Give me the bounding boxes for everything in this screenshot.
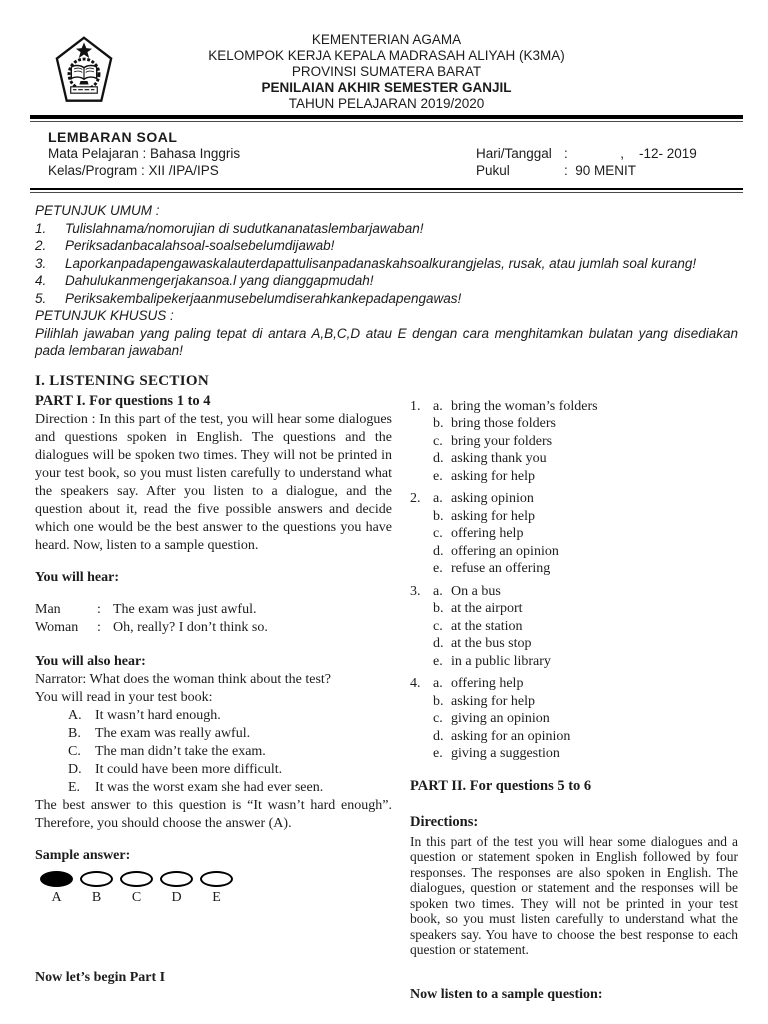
divider-header <box>30 115 743 122</box>
question-option: e. giving a suggestion <box>433 746 560 761</box>
instructions-block <box>35 193 738 360</box>
part2-directions-heading: Directions: <box>410 813 479 830</box>
bubble-icon <box>200 871 233 887</box>
sample-option: A. It wasn’t hard enough. <box>68 707 221 723</box>
question-4: 4. a. offering help b. asking for help c. giving an opinion d. asking for an opinion e. giving a suggestion <box>410 675 738 763</box>
read-line: You will read in your test book: <box>35 689 213 705</box>
question-option: c. at the station <box>433 618 523 634</box>
special-instructions-text: Pilihlah jawaban yang paling tepat di antara A,B,C,D atau E dengan cara menghitamkan bulatan yang disediakan pada lembaran jawaban! <box>35 325 738 358</box>
question-option: b. at the airport <box>433 601 523 616</box>
answer-bubble-c: C <box>120 871 153 907</box>
header-agency: KEMENTERIAN AGAMA <box>311 32 462 47</box>
day-date-value: : , -12- 2019 <box>564 146 697 161</box>
exam-info-left <box>48 129 240 179</box>
general-instruction-item: 3. Laporkanpadapengawaskalauterdapattulisanpadanaskahsoalkurangjelas, rusak, atau jumlah soal kurang! <box>35 255 697 271</box>
exam-info-right <box>476 129 738 179</box>
question-option: d. at the bus stop <box>433 636 532 651</box>
sample-answer-heading: Sample answer: <box>35 847 131 863</box>
narrator-line: Narrator: What does the woman think about the test? <box>35 671 331 687</box>
question-1: 1. a. bring the woman’s folders b. bring those folders c. bring your folders d. asking thank you e. asking for help <box>410 398 738 486</box>
question-option: d. offering an opinion <box>433 543 559 559</box>
exam-info <box>35 122 738 188</box>
listening-section <box>35 360 738 1004</box>
part2-directions-text: In this part of the test you will hear some dialogues and a question or statement spoken in English followed by four responses. The responses are also spoken in English. The dialogues, question or statement and the responses will be spoken two times. They will not be printed in your test book, so you must listen carefully to understand what the speakers say. You have to choose the best response to each question or statement. <box>410 833 738 957</box>
dialogue-line: Man : The exam was just awful. <box>35 601 257 617</box>
question-option: a. offering help <box>433 676 524 691</box>
bubble-icon <box>120 871 153 887</box>
question-option: e. in a public library <box>433 653 551 669</box>
subject-line: Mata Pelajaran : Bahasa Inggris <box>48 146 241 161</box>
question-option: e. asking for help <box>433 468 535 484</box>
best-answer-text: The best answer to this question is “It wasn’t hard enough”. Therefore, you should choose the answer (A). <box>35 797 392 831</box>
part1-direction: Direction : In this part of the test, you will hear some dialogues and questions spoken in English. The questions and the dialogues will be spoken two times. They will not be printed in your test book, so you must listen carefully to understand what the speakers say. After you listen to a dialogue, and the question about it, read the five possible answers and decide which one would be the best answer to the questions you have heard. Now, listen to a sample question. <box>35 411 392 553</box>
left-column <box>35 372 392 1004</box>
answer-bubble-d: D <box>160 871 193 907</box>
general-instruction-item: 4. Dahulukanmengerjakansoa.l yang dianggapmudah! <box>35 273 374 288</box>
sample-options <box>35 707 392 797</box>
question-2: 2. a. asking opinion b. asking for help c. offering help d. offering an opinion e. refuse an offering <box>410 490 738 578</box>
day-date-label: Hari/Tanggal <box>476 146 552 161</box>
header-province: PROVINSI SUMATERA BARAT <box>291 64 482 79</box>
question-option: a. bring the woman’s folders <box>433 398 598 414</box>
you-will-hear-heading: You will hear: <box>35 569 119 585</box>
right-column <box>410 372 738 1004</box>
question-3: 3. a. On a bus b. at the airport c. at the station d. at the bus stop e. in a public library <box>410 583 738 671</box>
part2-heading: PART II. For questions 5 to 6 <box>410 777 592 794</box>
document-header <box>35 32 738 112</box>
question-option: d. asking thank you <box>433 451 547 466</box>
general-instruction-item: 2. Periksadanbacalahsoal-soalsebelumdijawab! <box>35 238 335 253</box>
question-option: d. asking for an opinion <box>433 728 571 744</box>
class-line: Kelas/Program : XII /IPA/IPS <box>48 162 219 178</box>
question-option: a. asking opinion <box>433 491 534 506</box>
general-instruction-item: 1. Tulislahnama/nomorujian di sudutkananataslembarjawaban! <box>35 220 424 236</box>
time-value: : 90 MENIT <box>564 162 637 178</box>
begin-part1-line: Now let’s begin Part I <box>35 969 166 985</box>
sample-option: C. The man didn’t take the exam. <box>68 743 266 759</box>
bubble-icon <box>160 871 193 887</box>
sample-option: B. The exam was really awful. <box>68 725 251 741</box>
answer-bubble-e: E <box>200 871 233 907</box>
question-option: b. bring those folders <box>433 416 556 431</box>
dialogue-line: Woman : Oh, really? I don’t think so. <box>35 619 268 635</box>
sample-answer-bubbles <box>35 871 392 907</box>
question-option: b. asking for help <box>433 508 535 524</box>
header-school-year: TAHUN PELAJARAN 2019/2020 <box>288 96 485 111</box>
sample-option: D. It could have been more difficult. <box>68 761 283 777</box>
question-option: c. giving an opinion <box>433 711 550 726</box>
general-instruction-item: 5. Periksakembalipekerjaanmusebelumdiserahkankepadapengawas! <box>35 290 462 306</box>
you-will-also-hear-heading: You will also hear: <box>35 653 146 669</box>
general-instructions-heading: PETUNJUK UMUM : <box>35 203 160 218</box>
section-title: I. LISTENING SECTION <box>35 372 209 389</box>
question-option: a. On a bus <box>433 583 501 599</box>
time-label: Pukul <box>476 162 510 178</box>
sample-question-line: Now listen to a sample question: <box>410 986 603 1002</box>
bubble-icon <box>80 871 113 887</box>
kemenag-logo <box>55 36 113 103</box>
answer-bubble-a: A <box>40 871 73 907</box>
question-option: e. refuse an offering <box>433 561 551 576</box>
special-instructions-heading: PETUNJUK KHUSUS : <box>35 308 174 323</box>
bubble-icon <box>40 871 73 887</box>
sheet-title: LEMBARAN SOAL <box>48 129 178 145</box>
header-group: KELOMPOK KERJA KEPALA MADRASAH ALIYAH (K3MA) <box>208 48 565 63</box>
question-option: b. asking for help <box>433 693 535 709</box>
header-exam-title: PENILAIAN AKHIR SEMESTER GANJIL <box>261 80 512 95</box>
part1-heading: PART I. For questions 1 to 4 <box>35 392 211 409</box>
answer-bubble-b: B <box>80 871 113 907</box>
sample-dialogue <box>35 601 392 637</box>
sample-option: E. It was the worst exam she had ever seen. <box>68 779 324 795</box>
question-option: c. bring your folders <box>433 433 553 449</box>
question-option: c. offering help <box>433 526 524 541</box>
